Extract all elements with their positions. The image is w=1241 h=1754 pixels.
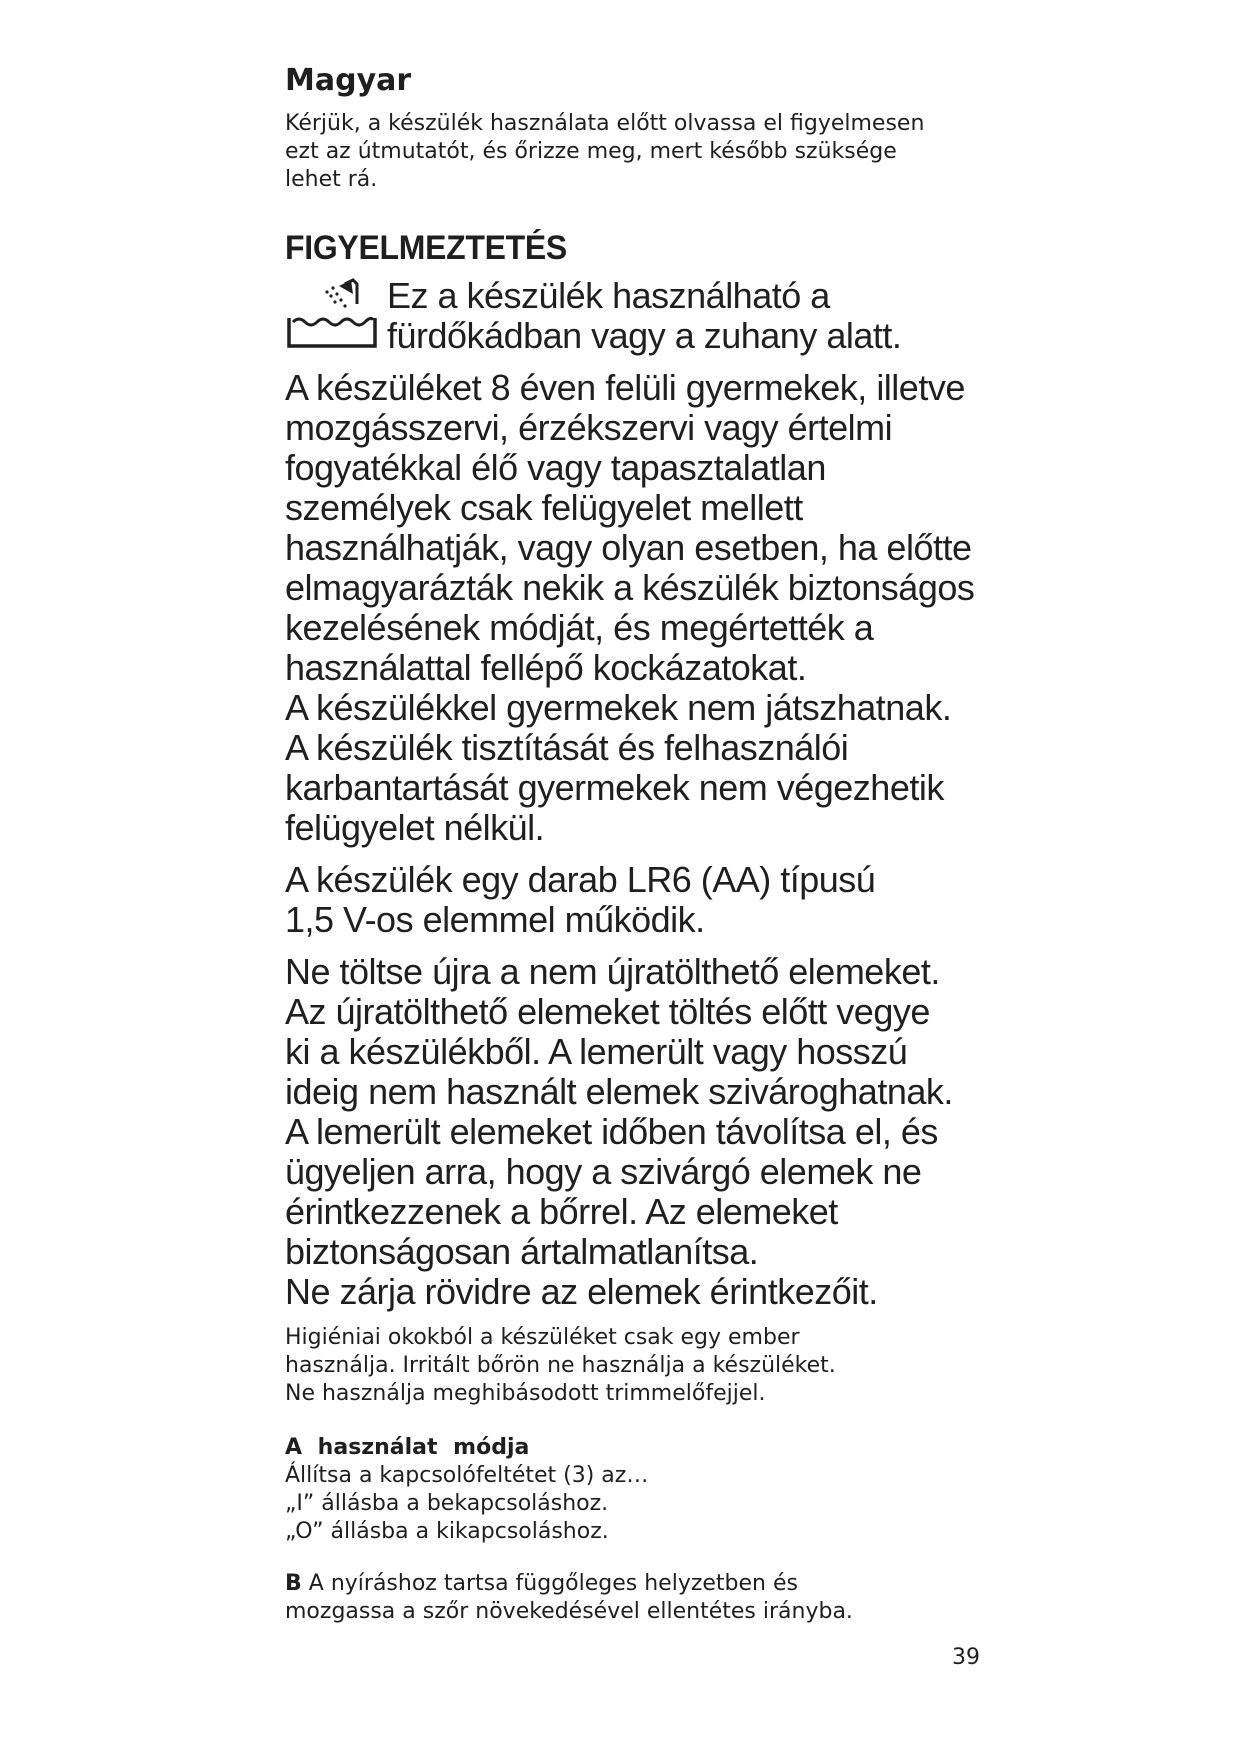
paragraph-line: használattal fellépő kockázatokat. bbox=[285, 647, 807, 688]
section-usage bbox=[285, 1434, 985, 1546]
intro-line: lehet rá. bbox=[285, 167, 378, 192]
page-number: 39 bbox=[952, 1645, 980, 1670]
paragraph-line: biztonságosan ártalmatlanítsa. bbox=[285, 1231, 759, 1272]
paragraph-line bbox=[285, 1570, 985, 1598]
paragraph-line: használja. Irritált bőrön ne használja a készüléket. bbox=[285, 1353, 836, 1378]
paragraph-line: személyek csak felügyelet mellett bbox=[285, 487, 803, 528]
section-trimming bbox=[285, 1570, 985, 1626]
section-letter-b: B bbox=[285, 1571, 302, 1596]
paragraph-line: Higiéniai okokból a készüléket csak egy ember bbox=[285, 1325, 800, 1350]
intro-line: ezt az útmutatót, és őrizze meg, mert később szüksége bbox=[285, 139, 897, 164]
bath-line: Ez a készülék használható a bbox=[387, 275, 830, 316]
paragraph-line: 1,5 V-os elemmel működik. bbox=[285, 899, 705, 940]
paragraph-line: használhatják, vagy olyan esetben, ha előtte bbox=[285, 527, 972, 568]
battery-safety-paragraph bbox=[285, 952, 985, 1312]
section-trimming-text bbox=[285, 1570, 985, 1626]
paragraph-line: felügyelet nélkül. bbox=[285, 807, 545, 848]
paragraph-line: Ne töltse újra a nem újratölthető elemeket. bbox=[285, 951, 940, 992]
bath-warning bbox=[285, 272, 985, 356]
paragraph-line: elmagyarázták nekik a készülék biztonságos bbox=[285, 567, 975, 608]
paragraph-line: karbantartását gyermekek nem végezhetik bbox=[285, 767, 944, 808]
paragraph-line: A készülék tisztítását és felhasználói bbox=[285, 727, 849, 768]
language-title: Magyar bbox=[285, 63, 412, 98]
paragraph-line: A lemerült elemeket időben távolítsa el, és bbox=[285, 1111, 938, 1152]
paragraph-line: A készüléket 8 éven felüli gyermekek, illetve bbox=[285, 367, 965, 408]
paragraph-line: mozgassa a szőr növekedésével ellentétes irányba. bbox=[285, 1599, 853, 1624]
paragraph-line: Ne zárja rövidre az elemek érintkezőit. bbox=[285, 1271, 878, 1312]
paragraph-line: mozgásszervi, érzékszervi vagy értelmi bbox=[285, 407, 893, 448]
paragraph-line: ügyeljen arra, hogy a szivárgó elemek ne bbox=[285, 1151, 922, 1192]
paragraph-line: Állítsa a kapcsolófeltétet (3) az… bbox=[285, 1463, 649, 1488]
hygiene-paragraph bbox=[285, 1324, 985, 1408]
paragraph-line: Az újratölthető elemeket töltés előtt vegye bbox=[285, 991, 930, 1032]
paragraph-line: ki a készülékből. A lemerült vagy hosszú bbox=[285, 1031, 908, 1072]
paragraph-line: érintkezzenek a bőrrel. Az elemeket bbox=[285, 1191, 838, 1232]
warning-title: FIGYELMEZTETÉS bbox=[285, 229, 567, 267]
battery-type-paragraph bbox=[285, 860, 985, 940]
section-usage-text bbox=[285, 1462, 985, 1546]
paragraph-line: A készülékkel gyermekek nem játszhatnak. bbox=[285, 687, 952, 728]
paragraph-line: A készülék egy darab LR6 (AA) típusú bbox=[285, 859, 876, 900]
section-trimming-line1: A nyíráshoz tartsa függőleges helyzetben és bbox=[308, 1571, 798, 1596]
paragraph-line: fogyatékkal élő vagy tapasztalatlan bbox=[285, 447, 826, 488]
bath-warning-text bbox=[387, 272, 901, 356]
children-warning-paragraph bbox=[285, 368, 985, 848]
bath-line: fürdőkádban vagy a zuhany alatt. bbox=[387, 315, 902, 356]
intro-line: Kérjük, a készülék használata előtt olvassa el figyelmesen bbox=[285, 111, 925, 136]
intro-text bbox=[285, 110, 985, 194]
paragraph-line: ideig nem használt elemek szivároghatnak. bbox=[285, 1071, 953, 1112]
bath-shower-icon bbox=[285, 274, 381, 354]
paragraph-line: kezelésének módját, és megértették a bbox=[285, 607, 874, 648]
manual-page bbox=[285, 62, 985, 1626]
paragraph-line: „I” állásba a bekapcsoláshoz. bbox=[285, 1491, 609, 1516]
paragraph-line: „O” állásba a kikapcsoláshoz. bbox=[285, 1519, 609, 1544]
section-usage-heading: A használat módja bbox=[285, 1435, 530, 1460]
paragraph-line: Ne használja meghibásodott trimmelőfejjel. bbox=[285, 1381, 766, 1406]
